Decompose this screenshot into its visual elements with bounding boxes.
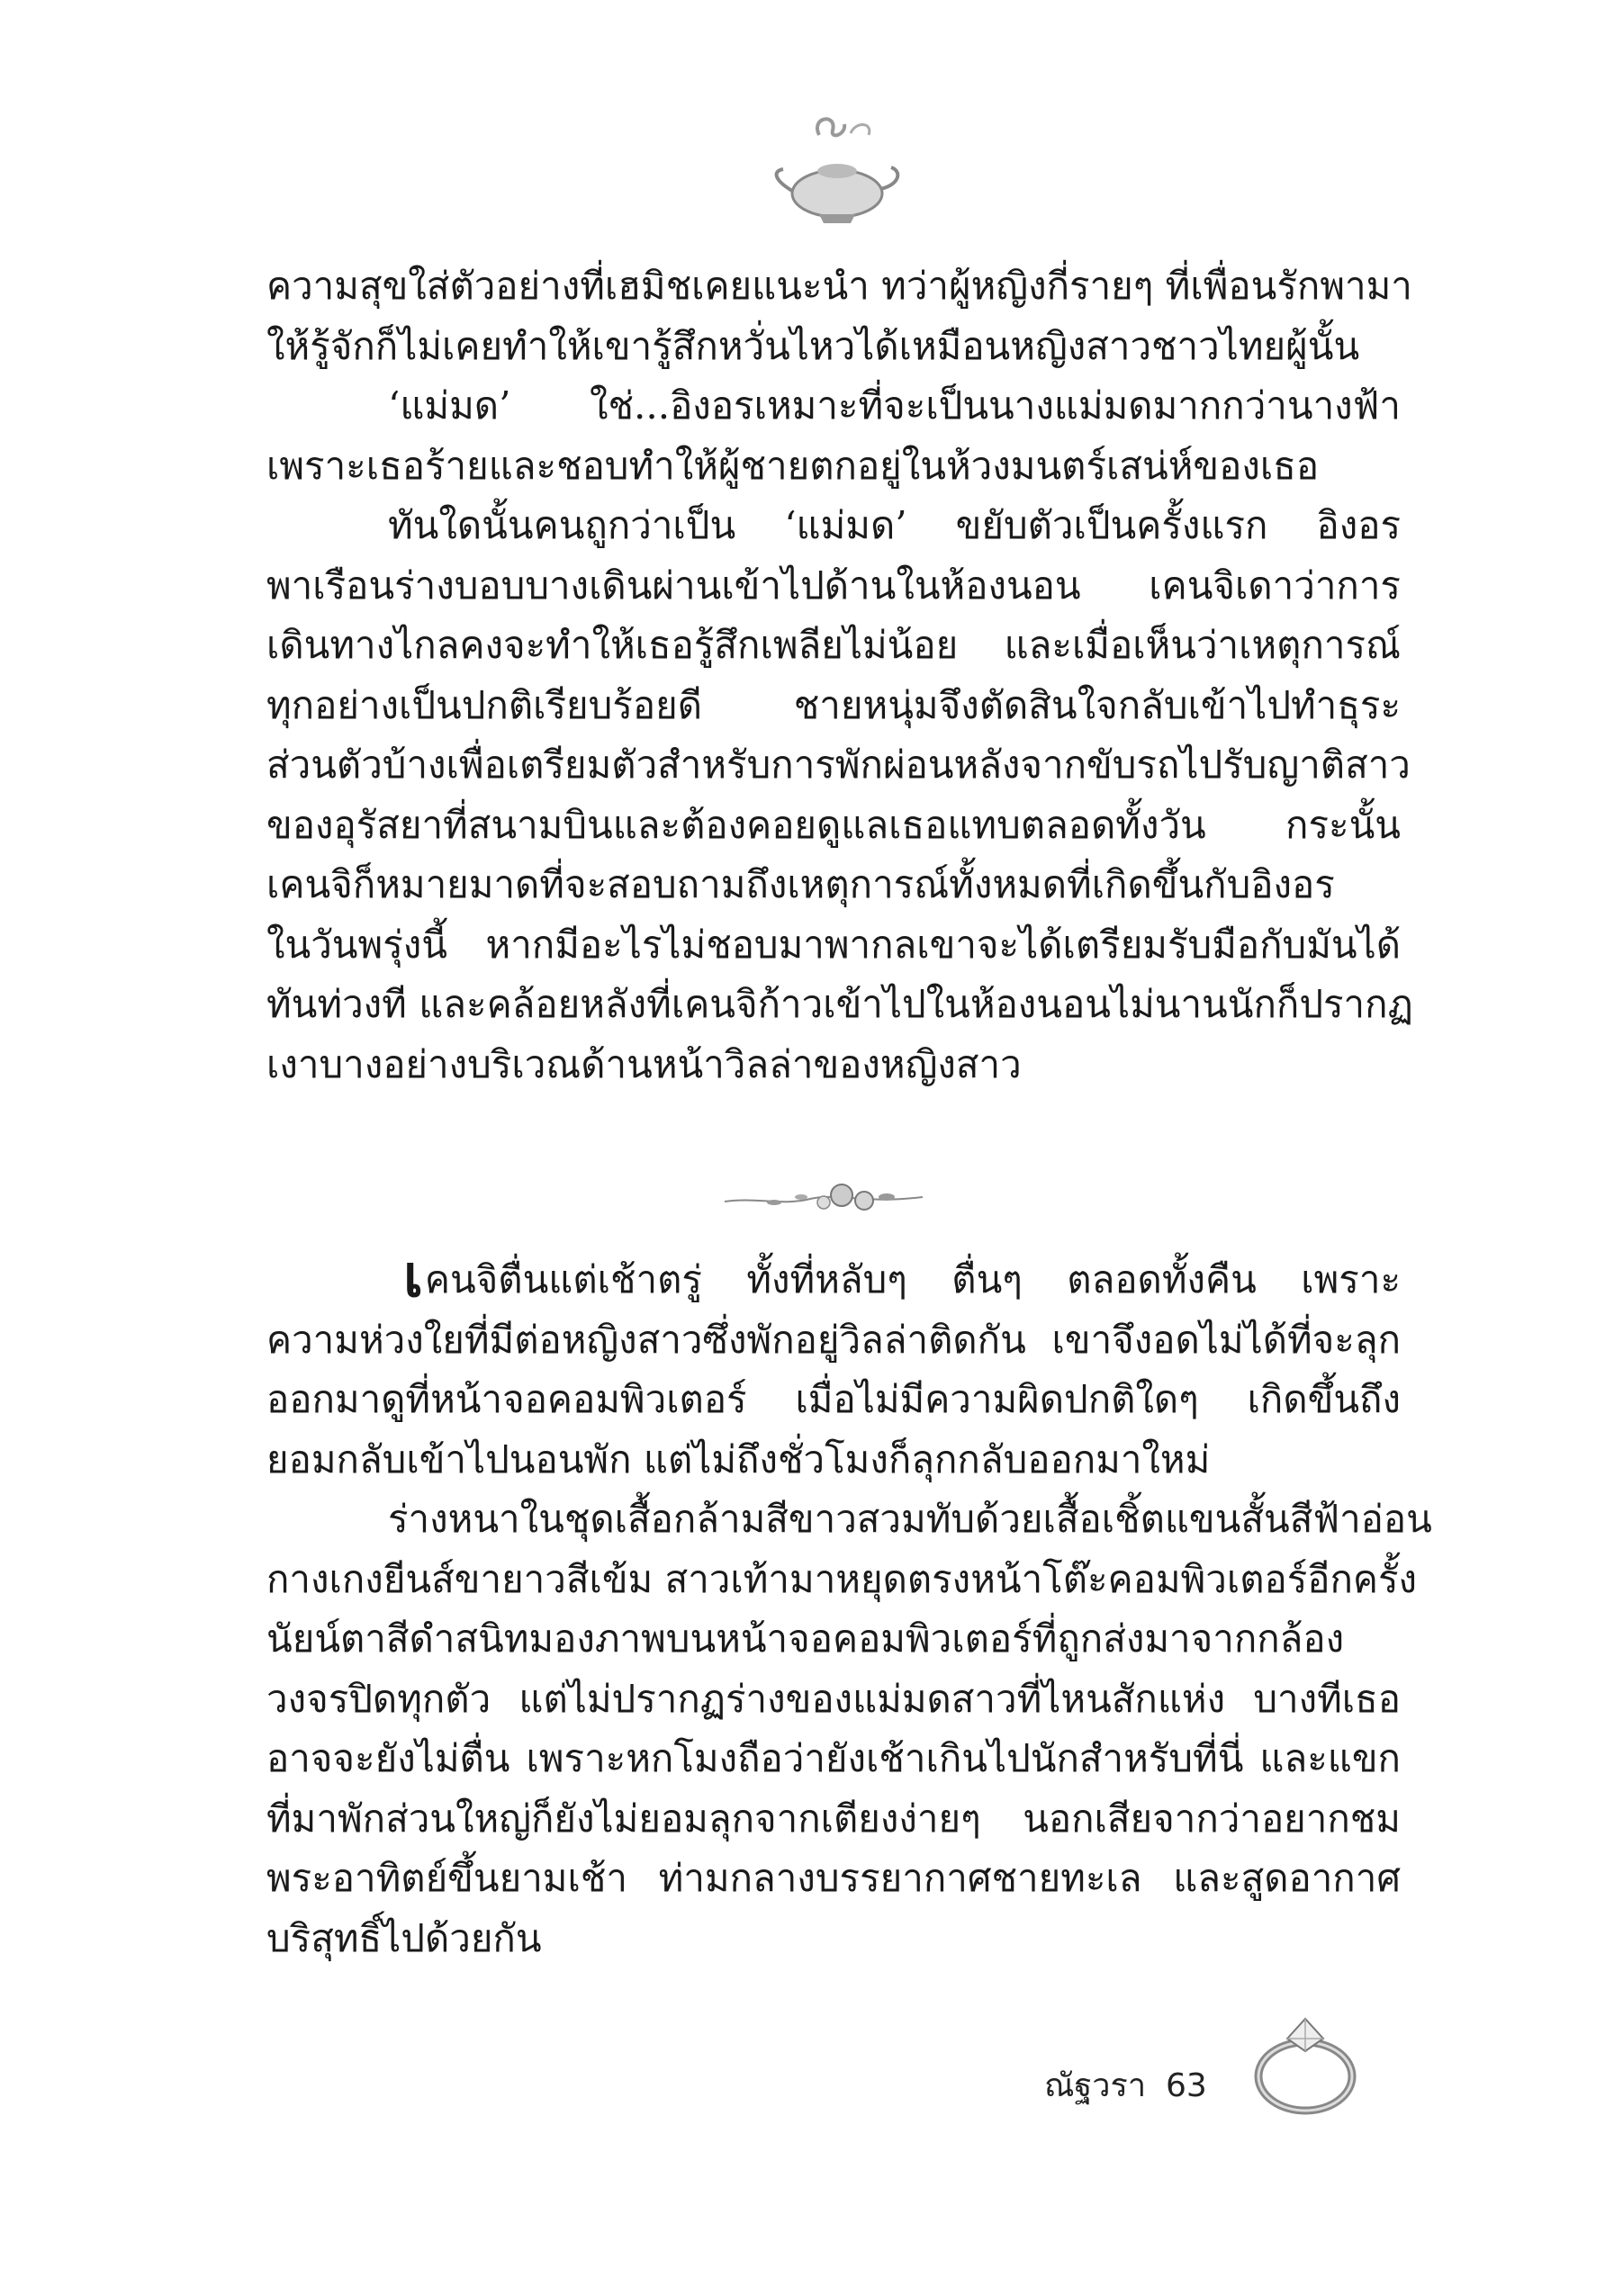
text-line: อาจจะยังไม่ตื่น เพราะหกโมงถือว่ายังเช้าเกินไปนักสำหรับที่นี่ และแขก — [266, 1736, 1401, 1780]
text-line: เดินทางไกลคงจะทำให้เธอรู้สึกเพลียไม่น้อย และเมื่อเห็นว่าเหตุการณ์ — [266, 623, 1401, 667]
text-line: ร่างหนาในชุดเสื้อกล้ามสีขาวสวมทับด้วยเสื้อเชิ้ตแขนสั้นสีฟ้าอ่อน — [388, 1497, 1432, 1541]
text-line: ในวันพรุ่งนี้ หากมีอะไรไม่ชอบมาพากลเขาจะได้เตรียมรับมือกับมันได้ — [266, 922, 1401, 967]
text-line: ส่วนตัวบ้างเพื่อเตรียมตัวสำหรับการพักผ่อนหลังจากขับรถไปรับญาติสาว — [266, 743, 1411, 787]
first-line-text: คนจิตื่นแต่เช้าตรู่ ทั้งที่หลับๆ ตื่นๆ ตลอดทั้งคืน เพราะ — [424, 1257, 1401, 1301]
text-line: บริสุทธิ์ไปด้วยกัน — [266, 1915, 542, 1960]
text-line: พาเรือนร่างบอบบางเดินผ่านเข้าไปด้านในห้องนอน เคนจิเดาว่าการ — [266, 563, 1401, 608]
text-line: ที่มาพักส่วนใหญ่ก็ยังไม่ยอมลุกจากเตียงง่ายๆ นอกเสียจากว่าอยากชม — [266, 1796, 1401, 1841]
author-name: ณัฐวรา — [1044, 2067, 1147, 2104]
teapot-ornament-icon — [765, 108, 909, 234]
rose-vine-divider-icon — [720, 1170, 927, 1224]
text-line: ความสุขใส่ตัวอย่างที่เฮมิชเคยแนะนำ ทว่าผู้หญิงกี่รายๆ ที่เพื่อนรักพามา — [266, 264, 1412, 308]
text-line: ทันท่วงที และคล้อยหลังที่เคนจิก้าวเข้าไปในห้องนอนไม่นานนักก็ปรากฏ — [266, 982, 1413, 1026]
text-line: ยอมกลับเข้าไปนอนพัก แต่ไม่ถึงชั่วโมงก็ลุกกลับออกมาใหม่ — [266, 1436, 1211, 1481]
text-line: วงจรปิดทุกตัว แต่ไม่ปรากฏร่างของแม่มดสาวที่ไหนสักแห่ง บางทีเธอ — [266, 1676, 1401, 1721]
text-line: เพราะเธอร้ายและชอบทำให้ผู้ชายตกอยู่ในห้วงมนตร์เสน่ห์ของเธอ — [266, 443, 1320, 488]
text-line: เคนจิก็หมายมาดที่จะสอบถามถึงเหตุการณ์ทั้งหมดที่เกิดขึ้นกับอิงอร — [266, 862, 1335, 906]
text-line: ทันใดนั้นคนถูกว่าเป็น ‘แม่มด’ ขยับตัวเป็นครั้งแรก อิงอร — [388, 503, 1401, 547]
text-line: ของอุรัสยาที่สนามบินและต้องคอยดูแลเธอแทบตลอดทั้งวัน กระนั้น — [266, 802, 1401, 847]
text-line: ให้รู้จักก็ไม่เคยทำให้เขารู้สึกหวั่นไหวได้เหมือนหญิงสาวชาวไทยผู้นั้น — [266, 323, 1360, 368]
text-line: พระอาทิตย์ขึ้นยามเช้า ท่ามกลางบรรยากาศชายทะเล และสูดอากาศ — [266, 1856, 1401, 1900]
text-line: ออกมาดูที่หน้าจอคอมพิวเตอร์ เมื่อไม่มีความผิดปกติใดๆ เกิดขึ้นถึง — [266, 1377, 1401, 1421]
text-line: ความห่วงใยที่มีต่อหญิงสาวซึ่งพักอยู่วิลล่าติดกัน เขาจึงอดไม่ได้ที่จะลุก — [266, 1317, 1401, 1362]
text-line: ‘แม่มด’ ใช่...อิงอรเหมาะที่จะเป็นนางแม่มดมากกว่านางฟ้า — [388, 383, 1401, 428]
paragraph-block-1 — [266, 257, 1413, 1094]
text-line: กางเกงยีนส์ขายาวสีเข้ม สาวเท้ามาหยุดตรงหน้าโต๊ะคอมพิวเตอร์อีกครั้ง — [266, 1556, 1418, 1601]
text-line: นัยน์ตาสีดำสนิทมองภาพบนหน้าจอคอมพิวเตอร์ที่ถูกส่งมาจากกล้อง — [266, 1616, 1345, 1661]
diamond-ring-icon — [1242, 2012, 1368, 2120]
text-line-first — [266, 1243, 1401, 1310]
page-footer — [1044, 2059, 1227, 2111]
drop-cap: เ — [403, 1243, 423, 1310]
paragraph-block-2 — [266, 1243, 1432, 1968]
text-line: ทุกอย่างเป็นปกติเรียบร้อยดี ชายหนุ่มจึงตัดสินใจกลับเข้าไปทำธุระ — [266, 682, 1401, 727]
text-line: เงาบางอย่างบริเวณด้านหน้าวิลล่าของหญิงสาว — [266, 1041, 1022, 1086]
page-number: 63 — [1166, 2067, 1207, 2104]
